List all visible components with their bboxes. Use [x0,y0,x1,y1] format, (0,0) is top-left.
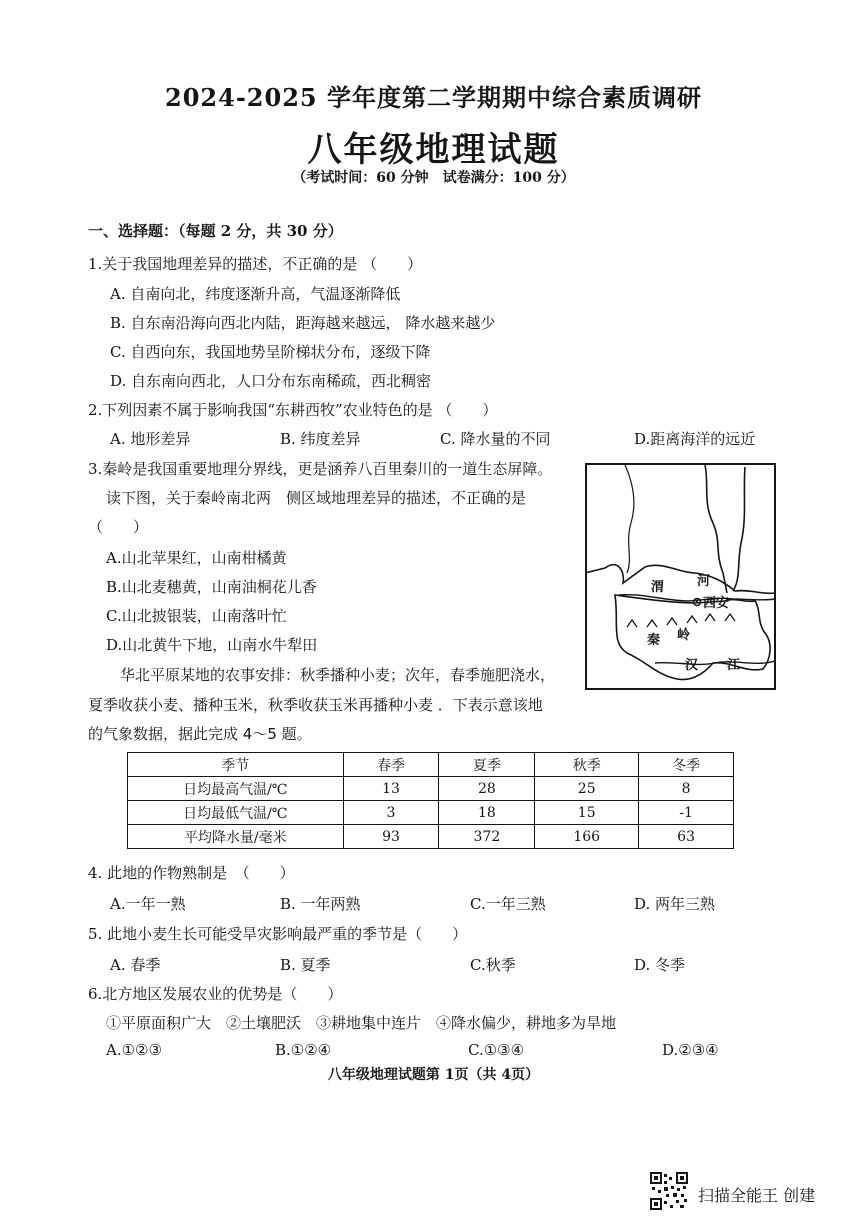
question-5-option-d: D. 冬季 [634,956,686,974]
table-cell: 8 [639,777,734,801]
table-row [128,825,734,849]
table-header-cell: 秋季 [535,753,639,777]
exam-series-title: 2024-2025 学年度第二学期期中综合素质调研 [165,83,702,112]
table-row [128,801,734,825]
question-3-stem-2: 读下图，关于秦岭南北两 侧区域地理差异的描述，不正确的是 [106,489,527,507]
climate-table [127,752,734,849]
map-label-jiang: 江 [727,658,741,673]
table-header-cell: 冬季 [639,753,734,777]
map-label-ling: 岭 [677,628,691,643]
table-cell: 13 [343,777,439,801]
question-3-option-c: C.山北披银装，山南落叶忙 [106,607,287,625]
question-2-option-d: D.距离海洋的远近 [634,430,756,448]
table-cell: 日均最高气温/℃ [128,777,344,801]
table-cell: 日均最低气温/℃ [128,801,344,825]
question-3-stem-3: （ ） [88,518,149,536]
question-4-option-b: B. 一年两熟 [280,895,361,913]
qinling-map [585,463,776,690]
question-2-option-c: C. 降水量的不同 [440,430,551,448]
exam-title: 八年级地理试题 [307,130,560,170]
question-1-option-d: D. 自东南向西北，人口分布东南稀疏，西北稠密 [110,372,432,390]
question-2-option-b: B. 纬度差异 [280,430,361,448]
question-3-option-b: B.山北麦穗黄，山南油桐花儿香 [106,578,317,596]
question-1-option-c: C. 自西向东，我国地势呈阶梯状分布，逐级下降 [110,343,431,361]
exam-info: （考试时间：60 分钟 试卷满分：100 分） [292,170,575,186]
table-header-cell: 夏季 [439,753,535,777]
question-3-option-a: A.山北苹果红，山南柑橘黄 [106,549,287,567]
question-5-option-a: A. 春季 [110,956,161,974]
question-2-stem: 2.下列因素不属于影响我国“东耕西牧”农业特色的是 （ ） [88,401,498,419]
passage-line-1: 华北平原某地的农事安排：秋季播种小麦；次年，春季施肥浇水， [120,666,556,684]
table-cell: 平均降水量/毫米 [128,825,344,849]
question-6-option-d: D.②③④ [662,1041,719,1059]
question-5-stem: 5. 此地小麦生长可能受旱灾影响最严重的季节是（ ） [88,925,468,943]
question-4-stem: 4. 此地的作物熟制是 （ ） [88,864,295,882]
table-cell: 63 [639,825,734,849]
question-6-option-c: C.①③④ [468,1041,525,1059]
passage-line-3: 的气象数据，据此完成 4～5 题。 [88,725,312,743]
question-6-items: ①平原面积广大 ②土壤肥沃 ③耕地集中连片 ④降水偏少，耕地多为旱地 [106,1014,617,1032]
table-header-row [128,753,734,777]
question-6-stem: 6.北方地区发展农业的优势是（ ） [88,985,343,1003]
question-6-option-b: B.①②④ [275,1041,332,1059]
map-label-han: 汉 [685,658,699,673]
question-1-option-a: A. 自南向北，纬度逐渐升高，气温逐渐降低 [110,285,401,303]
table-cell: 166 [535,825,639,849]
table-cell: 93 [343,825,439,849]
map-label-he: 河 [697,574,711,589]
question-2-option-a: A. 地形差异 [110,430,191,448]
passage-line-2: 夏季收获小麦、播种玉米，秋季收获玉米再播种小麦 ．下表示意该地 [88,696,543,714]
question-5-option-b: B. 夏季 [280,956,331,974]
question-5-option-c: C.秋季 [470,956,516,974]
question-4-option-d: D. 两年三熟 [634,895,716,913]
question-1-stem: 1.关于我国地理差异的描述，不正确的是 （ ） [88,255,423,273]
table-header-cell: 季节 [128,753,344,777]
table-cell: 18 [439,801,535,825]
map-label-xian: 西安 [703,596,730,611]
qr-code-icon [650,1172,688,1210]
table-cell: 25 [535,777,639,801]
page-footer: 八年级地理试题第 1页（共 4页） [327,1067,540,1083]
table-cell: 28 [439,777,535,801]
table-row [128,777,734,801]
section-heading: 一、选择题：（每题 2 分，共 30 分） [88,222,343,240]
question-4-option-a: A.一年一熟 [110,895,186,913]
map-label-wei: 渭 [651,580,665,595]
table-cell: 15 [535,801,639,825]
table-cell: 3 [343,801,439,825]
table-header-cell: 春季 [343,753,439,777]
map-label-qin: 秦 [647,633,661,648]
question-4-option-c: C.一年三熟 [470,895,546,913]
question-3-stem: 3.秦岭是我国重要地理分界线，更是涵养八百里秦川的一道生态屏障。 [88,460,553,478]
scanner-watermark: 扫描全能王 创建 [698,1186,816,1205]
question-1-option-b: B. 自东南沿海向西北内陆，距海越来越远， 降水越来越少 [110,314,496,332]
question-3-option-d: D.山北黄牛下地，山南水牛犁田 [106,636,318,654]
question-6-option-a: A.①②③ [106,1041,162,1059]
table-cell: 372 [439,825,535,849]
table-cell: -1 [639,801,734,825]
